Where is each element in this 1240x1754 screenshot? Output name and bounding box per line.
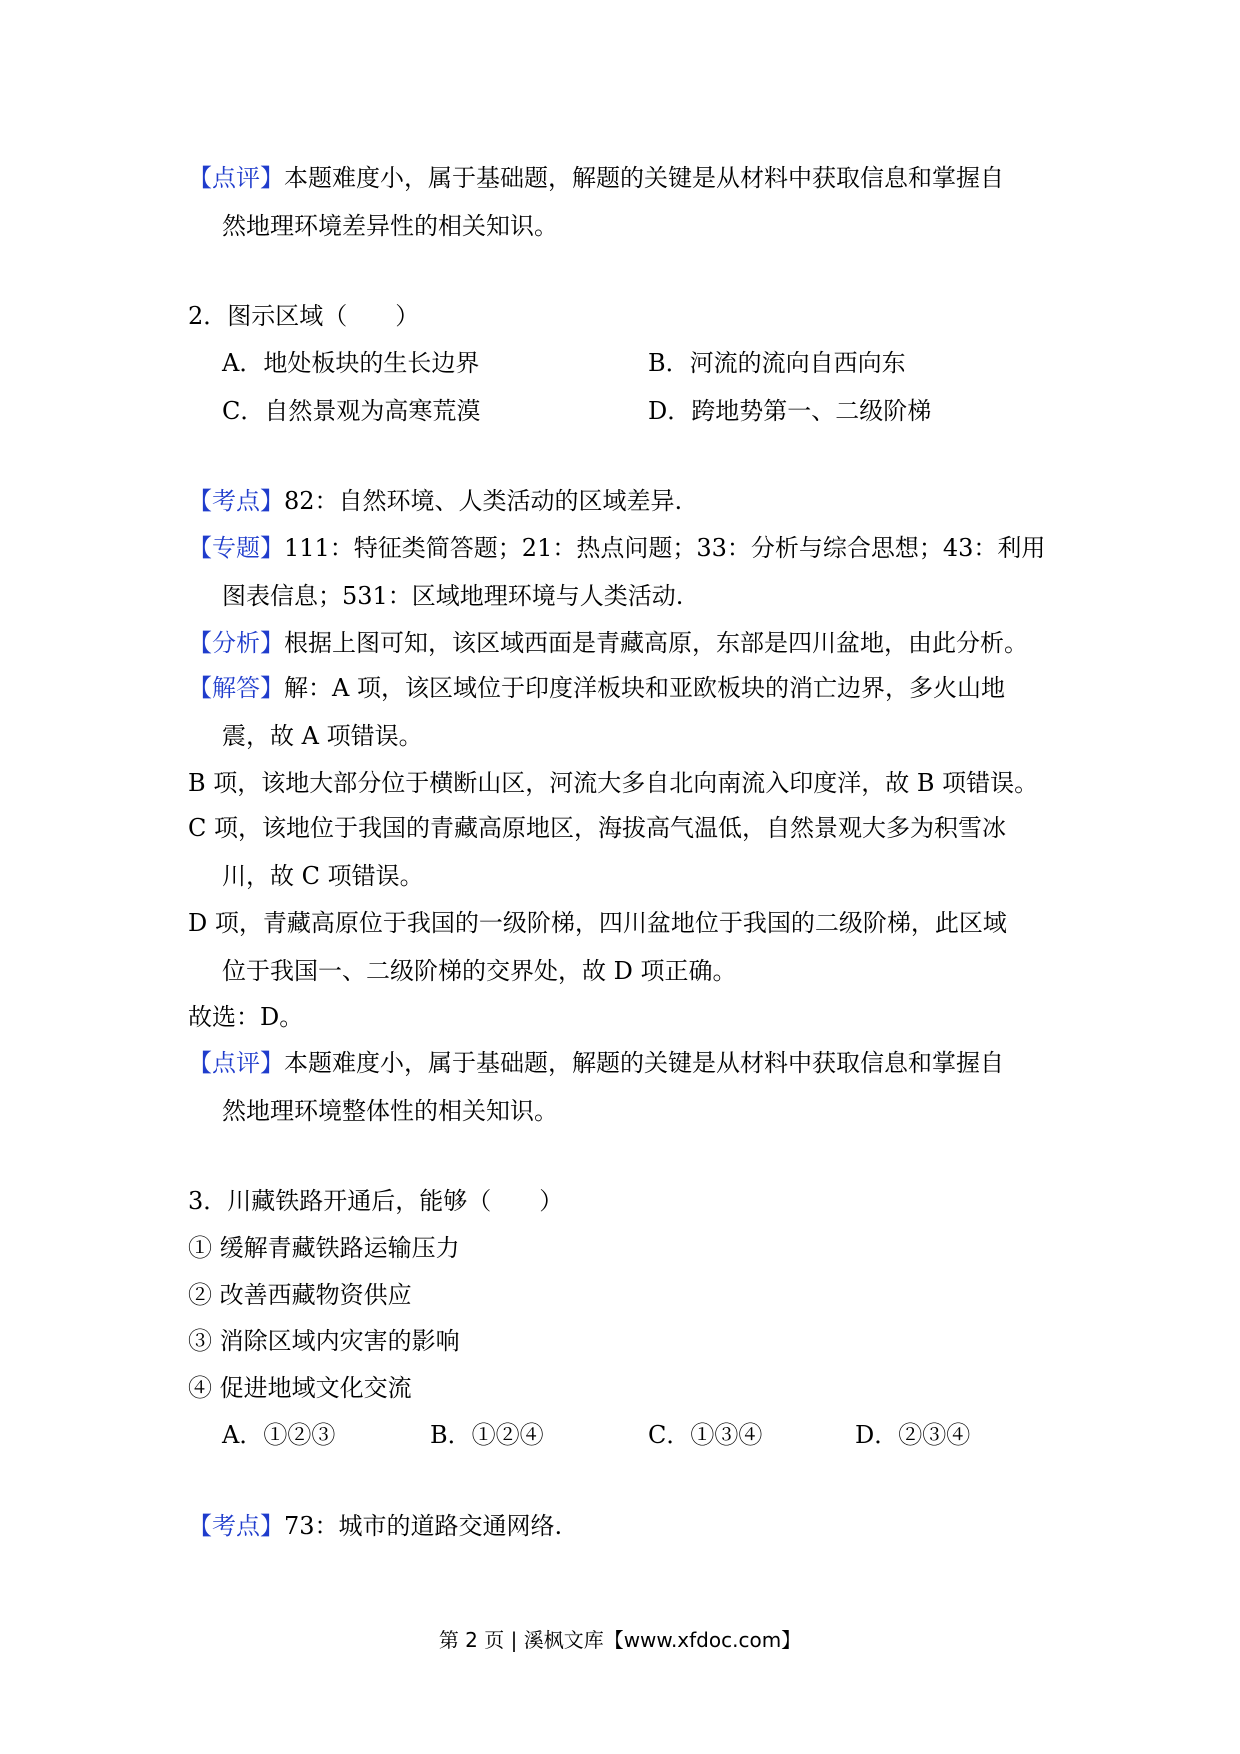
kaodian-tag: 【考点】: [188, 487, 284, 515]
q3-item-4: ④ 促进地域文化交流: [188, 1374, 412, 1402]
q2-option-a: A．地处板块的生长边界: [222, 349, 480, 377]
fenxi-tag: 【分析】: [188, 629, 284, 657]
q3-option-a: A．①②③: [222, 1421, 336, 1449]
q3-item-1: ① 缓解青藏铁路运输压力: [188, 1234, 460, 1262]
q1-review-line1: 【点评】本题难度小，属于基础题，解题的关键是从材料中获取信息和掌握自: [188, 164, 1004, 192]
kaodian-tag: 【考点】: [188, 1512, 284, 1540]
q2-option-c: C．自然景观为高寒荒漠: [222, 397, 481, 425]
q2-dianping-line1: 【点评】本题难度小，属于基础题，解题的关键是从材料中获取信息和掌握自: [188, 1049, 1004, 1077]
q2-kaodian: 【考点】82：自然环境、人类活动的区域差异.: [188, 487, 683, 515]
q2-fenxi: 【分析】根据上图可知，该区域西面是青藏高原，东部是四川盆地，由此分析。: [188, 629, 1028, 657]
review-tag: 【点评】: [188, 1049, 284, 1077]
q2-jieda-b: B 项，该地大部分位于横断山区，河流大多自北向南流入印度洋，故 B 项错误。: [188, 769, 1039, 797]
q2-option-d: D．跨地势第一、二级阶梯: [648, 397, 932, 425]
page-footer: 第 2 页 | 溪枫文库【www.xfdoc.com】: [438, 1628, 802, 1652]
q2-dianping-line2: 然地理环境整体性的相关知识。: [222, 1097, 558, 1125]
q3-item-3: ③ 消除区域内灾害的影响: [188, 1327, 460, 1355]
q2-jieda-d-line1: D 项，青藏高原位于我国的一级阶梯，四川盆地位于我国的二级阶梯，此区域: [188, 909, 1007, 937]
q2-jieda-line1: 【解答】解：A 项，该区域位于印度洋板块和亚欧板块的消亡边界，多火山地: [188, 674, 1005, 702]
q2-jieda-d-line2: 位于我国一、二级阶梯的交界处，故 D 项正确。: [222, 957, 737, 985]
q2-stem: 2．图示区域（ ）: [188, 302, 420, 330]
q2-zhuanti-line2: 图表信息；531：区域地理环境与人类活动.: [222, 582, 684, 610]
q1-review-line2: 然地理环境差异性的相关知识。: [222, 212, 558, 240]
q2-option-b: B．河流的流向自西向东: [648, 349, 906, 377]
jieda-tag: 【解答】: [188, 674, 284, 702]
q3-option-b: B．①②④: [430, 1421, 544, 1449]
q3-item-2: ② 改善西藏物资供应: [188, 1281, 412, 1309]
q3-option-c: C．①③④: [648, 1421, 763, 1449]
q3-kaodian: 【考点】73：城市的道路交通网络.: [188, 1512, 563, 1540]
q2-jieda-c-line2: 川，故 C 项错误。: [222, 862, 424, 890]
q2-choice: 故选：D。: [188, 1003, 304, 1031]
review-tag: 【点评】: [188, 164, 284, 192]
q2-jieda-c-line1: C 项，该地位于我国的青藏高原地区，海拔高气温低，自然景观大多为积雪冰: [188, 814, 1006, 842]
q3-option-d: D．②③④: [855, 1421, 971, 1449]
zhuanti-tag: 【专题】: [188, 534, 284, 562]
q3-stem: 3．川藏铁路开通后，能够（ ）: [188, 1187, 564, 1215]
q2-zhuanti-line1: 【专题】111：特征类简答题；21：热点问题；33：分析与综合思想；43：利用: [188, 534, 1046, 562]
q2-jieda-line2: 震，故 A 项错误。: [222, 722, 423, 750]
